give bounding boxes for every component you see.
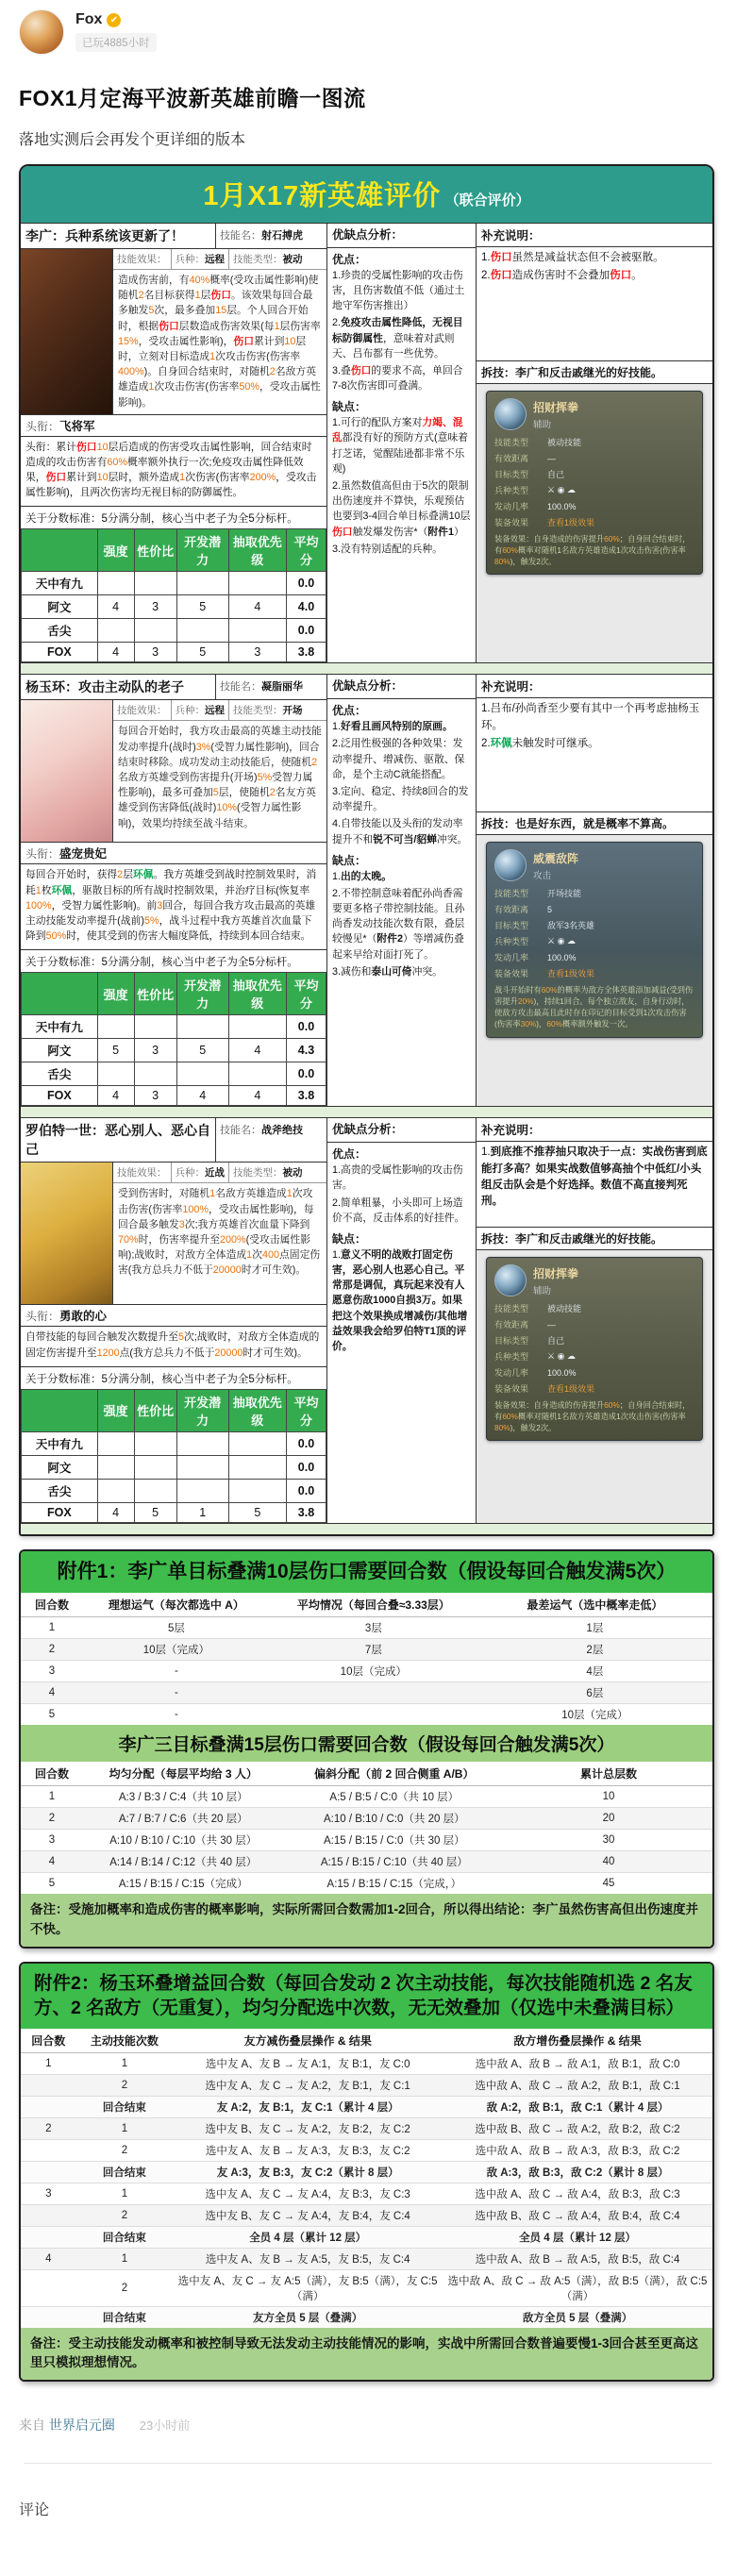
hero-block-yangyuhuan (21, 674, 712, 1106)
skill-card-icon (494, 849, 527, 881)
attachment1-panel (19, 1549, 714, 1949)
playtime-badge: 已玩4885小时 (75, 33, 157, 52)
score-standard-note: 关于分数标准：5分满分制，核心当中老子为全5分标杆。 (25, 957, 298, 969)
hero-block-robert (21, 1117, 712, 1522)
attachment1-table-triple-target: 回合数 均匀分配（每层平均给 3 人） 偏斜分配（前 2 回合侧重 A/B） 累计总层数 1 A:3 / B:3 / C:4（共 10 层） A:5 / B:5 / C:0（共 10 层） 10 2 A:7 / B:7 / C:6（共 20 层） A:10 / B:10 / C:0（共 20 层） 20 3 A:10 / B:10 / C:10（共 30 层） A:15 / B:15 / C:0（共 30 层） 30 4 A:14 / B:14 / C:12（共 40 层） A:15 / B:15 / C:10（共 40 层） 40 5 A:15 / B:15 / C:15（完成） A:15 / B:15 / C:15（完成，） 45 (21, 1762, 712, 1894)
epithet-description: 头衔：累计伤口10层后造成的伤害受攻击属性影响，回合结束时造成的攻击伤害有60%概率额外执行一次;免疫攻击属性降低效果，伤口累计到10层时，额外造成1次伤害(伤害率200%，受攻击属性影响)，且两次伤害均无视目标的防御属性。 (21, 437, 326, 508)
section-separator (21, 1523, 712, 1534)
pros-cons-column: 优缺点分析： 优点： 1.珍贵的受属性影响的攻击伤害，且伤害数值不低（通过土地守军伤害推出） 2.免疫攻击属性降低，无视目标防御属性，意味着对武则天、吕布都有一些优势。 3.叠伤口的要求不高，单回合7-8次伤害即可叠满。 缺点： 1.可行的配队方案对力竭、混乱都没有好的预防方式(意味着打芝诺，觉醒陆逊都非常不乐观) 2.虽然数值高但由于5次的限制出伤速度并不算快，乐观预估也要到3-4回合单目标叠满10层伤口触发爆发伤害*（附件1） 3.没有特别适配的兵种。 (327, 224, 477, 662)
notes-column: 补充说明： 1.吕布/孙尚香至少要有其中一个再考虑抽杨玉环。 2.环佩未触发时可继承。 拆技：也是好东西，就是概率不算高。 威震敌阵 攻击 技能类型 开场技能 有效距离 5 目标类型 敌军3名英雄 兵种类型 ⚔ ◉ ☁ 发动几率 100.0% 装备效果 查看1级效果 战斗开始时有60%的概率为敌方全体英雄添加减益(受到伤害提升20%)，持续1回合。每个独立敌友，自身行动时，使敌方攻击最高且此时存在印记的目标受到1次攻击伤害(伤害率30%)，60%概率额外触发一次。 (477, 675, 712, 1106)
notes-column: 补充说明： 1.伤口虽然是减益状态但不会被驱散。 2.伤口造成伤害时不会叠加伤口。 拆技：李广和反击戚继光的好技能。 招财挥拳 辅助 技能类型 被动技能 有效距离 — 目标类型 自己 兵种类型 ⚔ ◉ ☁ 发动几率 100.0% 装备效果 查看1级效果 装备效果：自身造成的伤害提升60%；自身回合结束时，有60%概率对随机1名敌方英雄造成1次攻击伤害(伤害率80%)，触发2次。 (477, 224, 712, 662)
author-name[interactable]: Fox (75, 11, 103, 27)
hero-portrait (21, 1163, 112, 1304)
skill-name: 技能名：凝脂丽华 (215, 675, 326, 699)
rating-table: 强度 性价比 开发潜力 抽取优先级 平均分 天中有九 0.0 阿文 4 3 5 4 4.0 舌尖 0.0 FOX 4 3 5 3 3.8 (21, 528, 326, 662)
hero-title: 李广：兵种系统该更新了！ (25, 228, 184, 243)
rating-table: 强度 性价比 开发潜力 抽取优先级 平均分 天中有九 0.0 阿文 5 3 5 4 4.3 舌尖 0.0 FOX 4 3 4 4 3.8 (21, 972, 326, 1106)
skill-card-screenshot: 招财挥拳 辅助 技能类型 被动技能 有效距离 — 目标类型 自己 兵种类型 ⚔ ◉ ☁ 发动几率 100.0% 装备效果 查看1级效果 装备效果：自身造成的伤害提升60%；自身回合结束时，有60%概率对随机1名敌方英雄造成1次攻击伤害(伤害率80%)，触发2次。 (486, 391, 703, 575)
attachment1-title: 附件1：李广单目标叠满10层伤口需要回合数（假设每回合触发满5次） (21, 1551, 712, 1593)
hero-portrait (21, 700, 112, 842)
epithet-row: 头衔：飞将军 (21, 415, 326, 437)
section-separator (21, 1106, 712, 1117)
verified-badge-icon: ✔ (107, 13, 121, 27)
score-standard-note: 关于分数标准：5分满分制，核心当中老子为全5分标杆。 (25, 1373, 298, 1385)
skill-card-icon (494, 398, 527, 430)
skill-meta-row: 技能效果： 兵种：近战 技能类型：被动 (113, 1163, 326, 1183)
source-prefix: 来自 (19, 2417, 45, 2434)
post-title: FOX1月定海平波新英雄前瞻一图流 (19, 86, 366, 110)
skill-name: 技能名：战斧绝技 (215, 1118, 326, 1162)
split-skill-note: 拆技：也是好东西，就是概率不算高。 (477, 811, 712, 835)
skill-card-screenshot: 威震敌阵 攻击 技能类型 开场技能 有效距离 5 目标类型 敌军3名英雄 兵种类型 ⚔ ◉ ☁ 发动几率 100.0% 装备效果 查看1级效果 战斗开始时有60%的概率为敌方全体英雄添加减益(受到伤害提升20%)，持续1回合。每个独立敌友，自身行动时，使敌方攻击最高且此时存在印记的目标受到1次攻击伤害(伤害率30%)，60%概率额外触发一次。 (486, 842, 703, 1037)
post-footer (0, 2382, 736, 2434)
post-time: 23小时前 (139, 2418, 191, 2434)
attachment1-table-single-target: 回合数 理想运气（每次都选中 A） 平均情况（每回合叠≈3.33层） 最差运气（选中概率走低） 1 5层 3层 1层 2 10层（完成） 7层 2层 3 - 10层（完成） 4层 4 - 6层 5 - 10层（完成） (21, 1593, 712, 1725)
attachment2-table: 回合数 主动技能次数 友方减伤叠层操作 & 结果 敌方增伤叠层操作 & 结果 1 1 选中友 A、友 B → 友 A:1，友 B:1，友 C:0 选中敌 A、敌 B → 敌 A:1，敌 B:1，敌 C:0 2 选中友 A、友 C → 友 A:2，友 B:1，友 C:1 选中敌 A、敌 C → 敌 A:2，敌 B:1，敌 C:1 回合结束 友 A:2，友 B:1，友 C:1（累计 4 层） 敌 A:2，敌 B:1，敌 C:1（累计 4 层） 2 1 选中友 B、友 C → 友 A:2，友 B:2，友 C:2 选中敌 B、敌 C → 敌 A:2，敌 B:2，敌 C:2 2 选中友 A、友 B → 友 A:3，友 B:3，友 C:2 选中敌 A、敌 B → 敌 A:3，敌 B:3，敌 C:2 回合结束 友 A:3，友 B:3，友 C:2（累计 8 层） 敌 A:3，敌 B:3，敌 C:2（累计 8 层） 3 1 选中友 A、友 C → 友 A:4，友 B:3，友 C:3 选中敌 A、敌 C → 敌 A:4，敌 B:3，敌 C:3 2 选中友 B、友 C → 友 A:4，友 B:4，友 C:4 选中敌 B、敌 C → 敌 A:4，敌 B:4，敌 C:4 回合结束 全员 4 层（累计 12 层） 全员 4 层（累计 12 层） 4 1 选中友 A、友 B → 友 A:5，友 B:5，友 C:4 选中敌 A、敌 B → 敌 A:5，敌 B:5，敌 C:4 2 选中友 A、友 C → 友 A:5（满），友 B:5（满），友 C:5（满） 选中敌 A、敌 C → 敌 A:5（满），敌 B:5（满），敌 C:5（满） 回合结束 友方全员 5 层（叠满） 敌方全员 5 层（叠满） (21, 2029, 712, 2328)
evaluation-panel (19, 164, 714, 1536)
pros-cons-column: 优缺点分析： 优点： 1.好看且画风特别的原画。 2.泛用性极强的各种效果：发动率提升、增减伤、驱散、保命，是个主动C就能搭配。 3.定向、稳定、持续8回合的发动率提升。 4.自带技能以及头衔的发动率提升不和锐不可当/貂蝉冲突。 缺点： 1.出的太晚。 2.不带控制意味着配孙尚香需要更多格子带控制技能。且孙尚香发动技能次数有限，叠层较慢见*（附件2）等增减伤叠起来早给对面打死了。 3.减伤和泰山可倚冲突。 (327, 675, 477, 1106)
comments-heading: 评论 (19, 2502, 50, 2519)
avatar[interactable] (19, 9, 64, 55)
epithet-description: 自带技能的每回合触发次数提升至5次;战败时，对敌方全体造成的固定伤害提升至1200点(我方总兵力不低于20000时才可生效)。 (21, 1327, 326, 1366)
epithet-row: 头衔：勇敢的心 (21, 1305, 326, 1327)
skill-name: 技能名：射石搏虎 (215, 224, 326, 248)
notes-column: 补充说明： 1.到底推不推荐抽只取决于一点：实战伤害到底能打多高？如果实战数值够高抽个中低红/小头组反击队会是个好选择。数值不高直接判死刑。 拆技：李广和反击戚继光的好技能。 招财挥拳 辅助 技能类型 被动技能 有效距离 — 目标类型 自己 兵种类型 ⚔ ◉ ☁ 发动几率 100.0% 装备效果 查看1级效果 装备效果：自身造成的伤害提升60%；自身回合结束时，有60%概率对随机1名敌方英雄造成1次攻击伤害(伤害率80%)，触发2次。 (477, 1118, 712, 1522)
skill-effect-text: 造成伤害前，有40%概率(受攻击属性影响)使随机2名目标获得1层伤口。该效果每回合最多触发5次，最多叠加15层。个人回合开始时，根据伤口层数造成伤害效果(每1层伤害率15%，受攻击属性影响)，伤口累计到10层时，立刻对目标造成1次攻击伤害(伤害率400%)。自身回合结束时，对随机2名敌方英雄造成1次攻击伤害(伤害率50%，受攻击属性影响)。 (118, 275, 321, 409)
panel-title-sub: （联合评价） (444, 192, 530, 209)
epithet-row: 头衔：盛宠贵妃 (21, 843, 326, 864)
attachment1-subtitle: 李广三目标叠满15层伤口需要回合数（假设每回合触发满5次） (21, 1725, 712, 1762)
pros-cons-column: 优缺点分析： 优点： 1.高贵的受属性影响的攻击伤害。 2.简单粗暴，小头即可上场造价不高，反击体系的好挂件。 缺点： 1.意义不明的战败打固定伤害，恶心别人也恶心自己。平常那是调侃，真玩起来没有人愿意伤敌1000自损3万。如果把这个效果换成增减伤/其他增益效果我会给罗伯特T1顶的评价。 (327, 1118, 477, 1522)
section-separator (21, 662, 712, 674)
attachment2-panel (19, 1962, 714, 2382)
split-skill-note: 拆技：李广和反击戚继光的好技能。 (477, 1227, 712, 1250)
post-subtitle: 落地实测后会再发个更详细的版本 (19, 132, 246, 148)
attachment2-title: 附件2：杨玉环叠增益回合数（每回合发动 2 次主动技能，每次技能随机选 2 名友方、2 名敌方（无重复），均匀分配选中次数，无无效叠加（仅选中未叠满目标） (21, 1964, 712, 2029)
skill-effect-text: 受到伤害时，对随机1名敌方英雄造成1次攻击伤害(伤害率100%，受攻击属性影响)，每回合最多触发3次;我方英雄首次血量下降到70%时，伤害率提升至200%(受攻击属性影响);战败时，对敌方全体造成1次400点固定伤害(我方总兵力不低于20000时才可生效)。 (118, 1188, 321, 1277)
attachment2-note: 备注：受主动技能发动概率和被控制导致无法发动主动技能情况的影响，实战中所需回合数普遍要慢1-3回合甚至更高这里只模拟理想情况。 (21, 2328, 712, 2381)
panel-title: 1月X17新英雄评价 (203, 181, 442, 211)
posted-image[interactable] (19, 164, 714, 2382)
source-circle-link[interactable]: 世界启元圈 (48, 2417, 115, 2434)
split-skill-note: 拆技：李广和反击戚继光的好技能。 (477, 360, 712, 384)
skill-meta-row: 技能效果： 兵种：远程 技能类型：被动 (113, 249, 326, 270)
hero-block-liguang (21, 223, 712, 662)
skill-card-screenshot: 招财挥拳 辅助 技能类型 被动技能 有效距离 — 目标类型 自己 兵种类型 ⚔ ◉ ☁ 发动几率 100.0% 装备效果 查看1级效果 装备效果：自身造成的伤害提升60%；自身回合结束时，有60%概率对随机1名敌方英雄造成1次攻击伤害(伤害率80%)，触发2次。 (486, 1257, 703, 1441)
hero-title: 罗伯特一世：恶心别人、恶心自己 (25, 1123, 210, 1158)
hero-title: 杨玉环：攻击主动队的老子 (25, 679, 184, 695)
skill-card-icon (494, 1264, 527, 1296)
post-header (0, 0, 736, 59)
rating-table: 强度 性价比 开发潜力 抽取优先级 平均分 天中有九 0.0 阿文 0.0 舌尖 0.0 FOX 4 5 1 5 3.8 (21, 1389, 326, 1523)
score-standard-note: 关于分数标准：5分满分制，核心当中老子为全5分标杆。 (25, 513, 298, 526)
hero-portrait (21, 249, 112, 414)
evaluation-panel-header (21, 166, 712, 223)
skill-meta-row: 技能效果： 兵种：远程 技能类型：开场 (113, 700, 326, 721)
epithet-description: 每回合开始时，获得2层环佩。我方英雄受到战时控制效果时，消耗1枚环佩，驱散目标的所有战时控制效果，并治疗目标(恢复率100%，受智力属性影响)。前3回合，每回合我方攻击最高的英雄主动技能发动率提升(战前)5%，战斗过程中我方英雄首次血量下降到50%时，使其受到的伤害大幅度降低，持续到本回合结束。 (21, 864, 326, 950)
skill-effect-text: 每回合开始时，我方攻击最高的英雄主动技能发动率提升(战时)3%(受智力属性影响)，回合结束时移除。成功发动主动技能后，使随机2名敌方英雄受到伤害提升(开场)5%受智力属性影响)，最多可叠加5层，使随机2名友方英雄受到伤害降低(战时)10%(受智力属性影响)，效果均持续至战斗结束。 (118, 726, 322, 829)
attachment1-note: 备注：受施加概率和造成伤害的概率影响，实际所需回合数需加1-2回合，所以得出结论：李广虽然伤害高但出伤速度并不快。 (21, 1894, 712, 1947)
